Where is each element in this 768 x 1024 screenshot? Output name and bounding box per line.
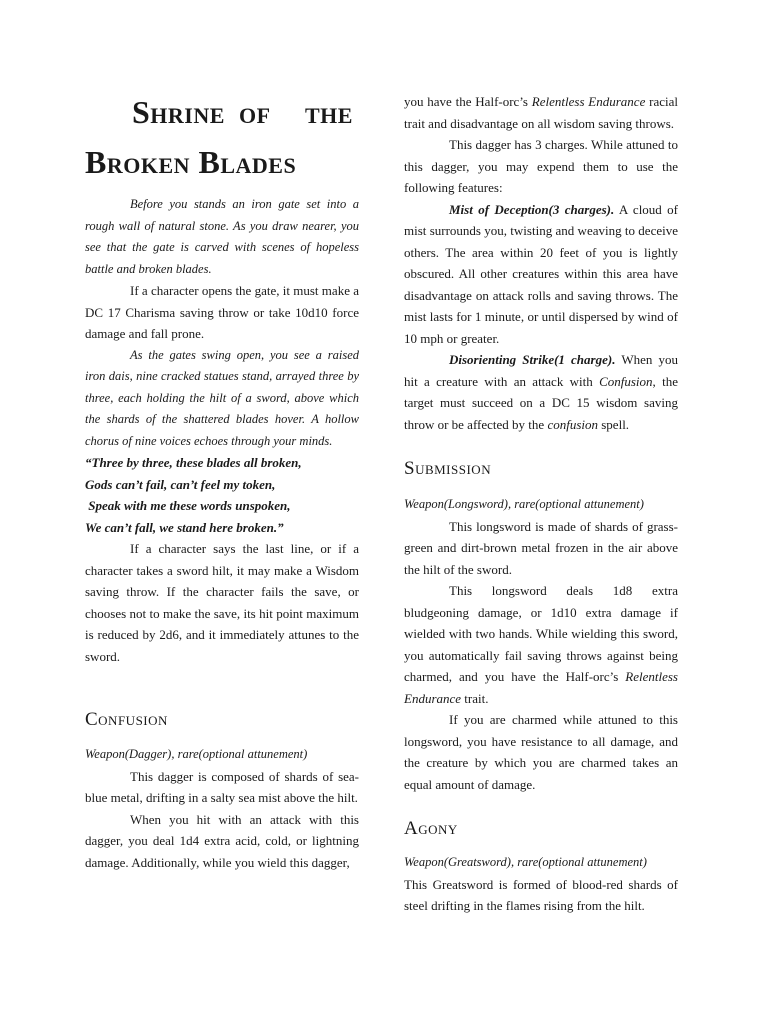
title-word: Shrine [132,94,225,130]
section-heading: Confusion [85,709,168,730]
continued-text: you have the Half-orc’s Relentless Endurance racial trait and disadvantage on all wisdom saving throws. [404,94,678,131]
poem-line: Gods can’t fail, can’t feel my token, [85,476,276,492]
rule-gate: If a character opens the gate, it must make a DC 17 Charisma saving throw or take 10d10 force damage and fall prone. [85,283,359,341]
item-subtitle: Weapon(Dagger), rare(optional attunement) [85,747,308,761]
poem-line: We can’t fall, we stand here broken.” [85,519,284,535]
title-word: Broken Blades [85,144,297,180]
poem-line: Speak with me these words unspoken, [85,498,291,513]
item-description: This longsword deals 1d8 extra bludgeoning damage, or 1d10 extra damage if wielded with two hands. While wielding this sword, you automatically fail saving throws against being charmed, and you have the Half-orc’s Relentless Endurance trait. [404,583,678,706]
title-word: the [305,94,353,130]
item-description: This Greatsword is formed of blood-red shards of steel drifting in the flames rising from the hilt. [404,876,678,913]
rule-attune: If a character says the last line, or if a character takes a sword hilt, it may make a Wisdom saving throw. If the character fails the save, or chooses not to make the save, its hit point maximum is reduced by 2d6, and it immediately attunes to the sword. [85,541,359,664]
feature-mist: Mist of Deception(3 charges). A cloud of mist surrounds you, twisting and weaving to deceive others. The area within 20 feet of you is lightly obscured. All other creatures within this area have disadvantage on attack rolls and saving throws. The mist lasts for 1 minute, or until dispersed by wind of 10 mph or greater. [404,201,679,346]
feature-name: Mist of Deception(3 charges). [449,201,615,217]
charges-text: This dagger has 3 charges. While attuned to this dagger, you may expend them to use the following features: [404,137,678,195]
item-subtitle: Weapon(Greatsword), rare(optional attunement) [404,855,647,869]
section-submission [404,457,678,795]
section-agony [404,817,678,917]
section-heading: Agony [404,818,458,839]
feature-name: Disorienting Strike(1 charge). [449,352,616,367]
section-heading: Submission [404,458,492,479]
feature-strike: Disorienting Strike(1 charge). When you hit a creature with an attack with Confusion, the target must succeed on a DC 15 wisdom saving throw or be affected by the confusion spell. [404,352,678,432]
item-subtitle: Weapon(Longsword), rare(optional attunement) [404,497,644,511]
flavor-text-dais: As the gates swing open, you see a raised iron dais, nine cracked statues stand, arrayed three by three, each holding the hilt of a sword, above which the shards of the shattered blades hover. A hollow chorus of nine voices echoes through your minds. [85,347,359,448]
flavor-text-gate: Before you stands an iron gate set into a rough wall of natural stone. As you draw nearer, you see that the gate is carved with scenes of hopeless battle and broken blades. [85,197,359,276]
item-description: When you hit with an attack with this dagger, you deal 1d4 extra acid, cold, or lightning damage. Additionally, while you wield this dagger, [85,811,359,870]
item-description: This dagger is composed of shards of sea-blue metal, drifting in a salty sea mist above the hilt. [85,768,359,805]
poem-line: “Three by three, these blades all broken, [85,455,302,470]
section-confusion [85,708,359,873]
title-word: of [239,94,271,130]
item-description: This longsword is made of shards of grass-green and dirt-brown metal frozen in the air above the hilt of the sword. [404,518,678,577]
item-description: If you are charmed while attuned to this longsword, you have resistance to all damage, and the creature by which you are charmed takes an equal amount of damage. [404,712,678,792]
poem [85,452,359,538]
